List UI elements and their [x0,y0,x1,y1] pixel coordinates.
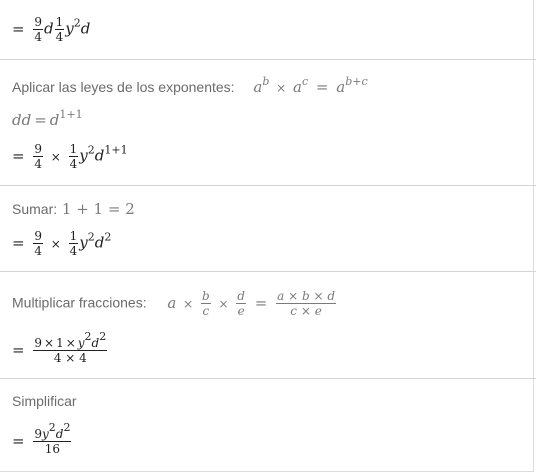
step4-header [12,290,337,317]
step-divider [0,378,536,379]
step2-header [12,75,368,97]
step-divider [0,185,536,186]
step1-result: = $\frac{9}{4}$ d $\frac{1}{4}$ $y^2d$ [12,15,91,44]
fraction: $\frac{9 \times 1 \times y^2d^2}{4 \times 4}$ [34,330,107,365]
exponent-rule: $a^b \times a^c = a^{b+c}$ [253,75,368,96]
step2-mid: dd = $d^{1+1}$ [12,108,83,129]
fraction: $\frac{9y^2d^2}{16}$ [34,421,71,456]
step5-label: Simplificar [12,393,77,409]
fraction: $\frac{1}{4}$ [55,15,64,44]
sum-expression: 1 + 1 = 2 [61,200,135,218]
step2-label: Aplicar las leyes de los exponentes: [12,79,235,95]
step3-result: = $\frac{9}{4}$ × $\frac{1}{4}$ $y^2d^2$ [12,229,112,258]
step4-result: = $\frac{9 \times 1 \times y^2d^2}{4 \times 4}$ [12,330,107,365]
step5-result: = $\frac{9y^2d^2}{16}$ [12,421,71,456]
step2-result: = $\frac{9}{4}$ × $\frac{1}{4}$ $y^2d^{1+1}$ [12,142,128,171]
fraction: $\frac{9}{4}$ [34,15,42,44]
step-divider [0,59,536,60]
step3-label: Sumar: [12,201,58,217]
step-divider [0,271,536,272]
fraction-rule: a × $\frac{b}{c}$ × $\frac{d}{e}$ = $\frac{a \times b \times d}{c \times e}$ [167,289,335,318]
step5-header [12,392,77,410]
step3-header [12,200,135,218]
step4-label: Multiplicar fracciones: [12,294,147,311]
